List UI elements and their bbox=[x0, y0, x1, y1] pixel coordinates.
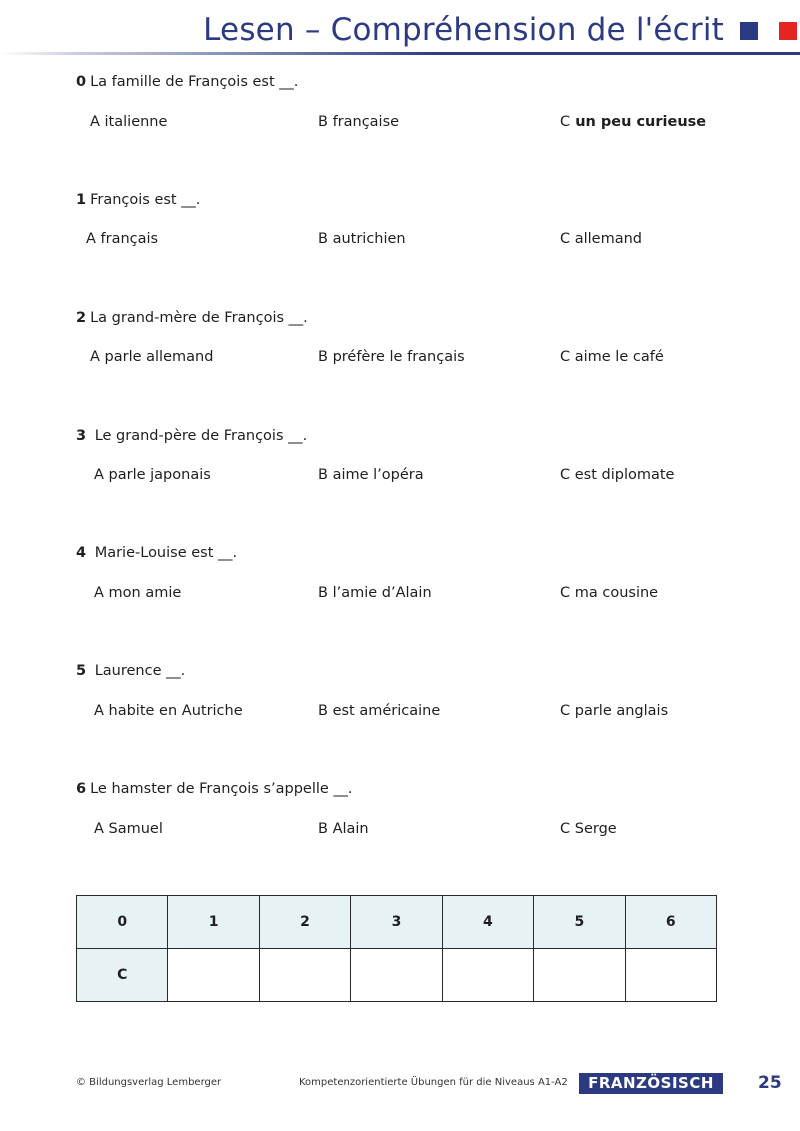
option-c: C est diplomate bbox=[560, 467, 675, 483]
question-text: Marie-Louise est __. bbox=[94, 545, 238, 561]
answer-grid-header-row bbox=[77, 896, 717, 949]
question-6 bbox=[76, 781, 353, 797]
option-b: B Alain bbox=[318, 821, 369, 837]
option-c: C aime le café bbox=[560, 349, 664, 365]
option-a: A mon amie bbox=[94, 585, 182, 601]
red-square-icon bbox=[779, 22, 797, 40]
option-b: B autrichien bbox=[318, 231, 406, 247]
grid-header-cell: 0 bbox=[77, 896, 168, 949]
option-b: B préfère le français bbox=[318, 349, 465, 365]
question-number: 6 bbox=[76, 781, 87, 797]
question-text: Le hamster de François s’appelle __. bbox=[90, 781, 353, 797]
option-a: A français bbox=[86, 231, 159, 247]
option-b: B l’amie d’Alain bbox=[318, 585, 432, 601]
answer-grid-answer-row bbox=[77, 949, 717, 1002]
question-1 bbox=[76, 192, 200, 208]
option-c: C allemand bbox=[560, 231, 643, 247]
option-c: C ma cousine bbox=[560, 585, 659, 601]
question-2 bbox=[76, 310, 308, 326]
option-a: A parle japonais bbox=[94, 467, 211, 483]
footer-copyright: © Bildungsverlag Lemberger bbox=[76, 1077, 222, 1088]
question-4 bbox=[76, 545, 237, 561]
blue-square-icon bbox=[740, 22, 758, 40]
question-text: François est __. bbox=[90, 192, 201, 208]
question-number: 4 bbox=[76, 545, 87, 561]
grid-header-cell: 3 bbox=[351, 896, 442, 949]
question-text: Laurence __. bbox=[94, 663, 186, 679]
answer-cell-example: C bbox=[77, 949, 168, 1002]
grid-header-cell: 6 bbox=[625, 896, 716, 949]
option-a: A Samuel bbox=[94, 821, 163, 837]
footer-subtitle: Kompetenzorientierte Übungen für die Niveaus A1-A2 bbox=[299, 1077, 568, 1088]
question-number: 5 bbox=[76, 663, 87, 679]
answer-cell[interactable] bbox=[168, 949, 259, 1002]
option-b: B française bbox=[318, 114, 400, 130]
option-b: B aime l’opéra bbox=[318, 467, 424, 483]
question-text: Le grand-père de François __. bbox=[94, 428, 308, 444]
option-c-example-answer: C un peu curieuse bbox=[560, 114, 707, 130]
answer-cell[interactable] bbox=[442, 949, 533, 1002]
answer-cell[interactable] bbox=[259, 949, 350, 1002]
question-text: La famille de François est __. bbox=[90, 74, 299, 90]
answer-grid bbox=[76, 895, 717, 1002]
question-3 bbox=[76, 428, 307, 444]
option-a: A habite en Autriche bbox=[94, 703, 243, 719]
page-title: Lesen – Compréhension de l'écrit bbox=[203, 12, 724, 48]
page-number: 25 bbox=[758, 1073, 782, 1093]
question-number: 2 bbox=[76, 310, 87, 326]
option-a: A parle allemand bbox=[90, 349, 214, 365]
answer-cell[interactable] bbox=[351, 949, 442, 1002]
grid-header-cell: 4 bbox=[442, 896, 533, 949]
subject-badge: FRANZÖSISCH bbox=[579, 1073, 723, 1094]
question-number: 0 bbox=[76, 74, 87, 90]
question-0 bbox=[76, 74, 298, 90]
question-5 bbox=[76, 663, 185, 679]
question-number: 3 bbox=[76, 428, 87, 444]
grid-header-cell: 2 bbox=[259, 896, 350, 949]
grid-header-cell: 1 bbox=[168, 896, 259, 949]
option-c: C parle anglais bbox=[560, 703, 669, 719]
header-divider bbox=[0, 52, 800, 55]
question-text: La grand-mère de François __. bbox=[90, 310, 308, 326]
answer-cell[interactable] bbox=[534, 949, 625, 1002]
option-b: B est américaine bbox=[318, 703, 441, 719]
option-a: A italienne bbox=[90, 114, 168, 130]
grid-header-cell: 5 bbox=[534, 896, 625, 949]
question-number: 1 bbox=[76, 192, 87, 208]
option-c: C Serge bbox=[560, 821, 617, 837]
answer-cell[interactable] bbox=[625, 949, 716, 1002]
